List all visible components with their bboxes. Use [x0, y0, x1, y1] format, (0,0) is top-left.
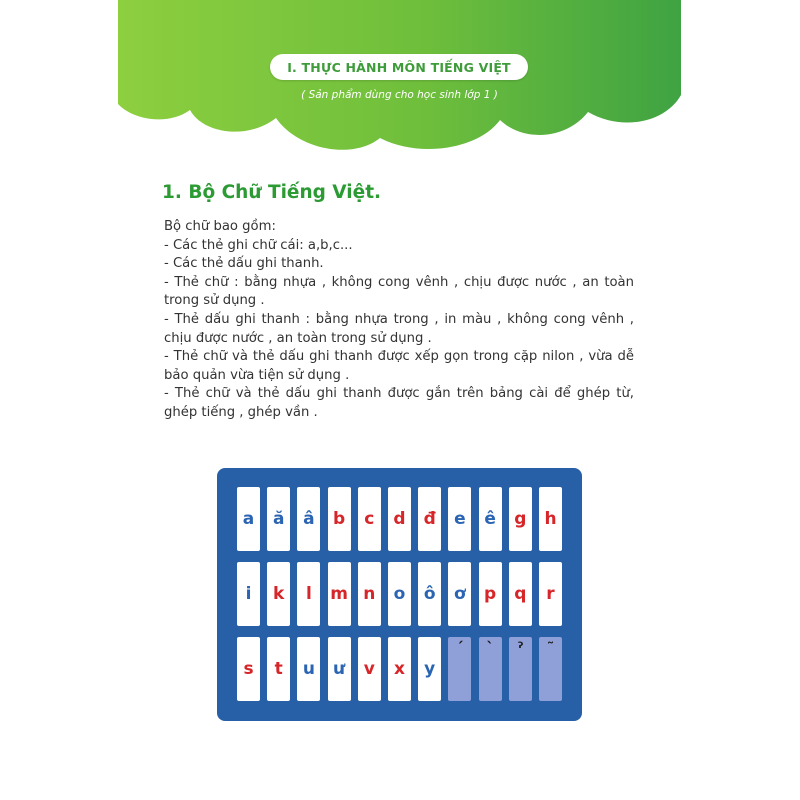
catalog-page: [118, 0, 681, 800]
tone-mark-glyph: ˀ: [517, 639, 523, 657]
header-subtitle: ( Sản phẩm dùng cho học sinh lớp 1 ): [301, 89, 498, 101]
description-line: - Các thẻ dấu ghi thanh.: [164, 256, 324, 272]
description-line: - Thẻ chữ và thẻ dấu ghi thanh được xếp gọn trong cặp nilon , vừa dễ bảo quản vừa tiện sử dụng .: [164, 349, 634, 383]
tone-mark-card: [539, 637, 562, 701]
letter-card: m: [328, 562, 351, 626]
letter-card: g: [509, 487, 532, 551]
letter-card: v: [358, 637, 381, 701]
letter-card: n: [358, 562, 381, 626]
letter-card: l: [297, 562, 320, 626]
section-header-pill: [270, 54, 528, 80]
letter-card: b: [328, 487, 351, 551]
letter-card: h: [539, 487, 562, 551]
letter-card: s: [237, 637, 260, 701]
tone-mark-card: [479, 637, 502, 701]
letter-card: â: [297, 487, 320, 551]
header-title: I. THỰC HÀNH MÔN TIẾNG VIỆT: [287, 59, 511, 75]
letter-card: c: [358, 487, 381, 551]
letter-card: x: [388, 637, 411, 701]
description-line: - Thẻ dấu ghi thanh : bằng nhựa trong , in màu , không cong vênh , chịu được nước , an toàn trong sử dụng .: [164, 311, 634, 346]
description-line: - Thẻ chữ và thẻ dấu ghi thanh được gắn trên bảng cài để ghép từ, ghép tiếng , ghép vần .: [164, 386, 634, 420]
letter-card: d: [388, 487, 411, 551]
tone-mark-glyph: ˊ: [456, 639, 464, 657]
description-line: Bộ chữ bao gồm:: [164, 219, 276, 234]
tone-mark-glyph: ˜: [546, 639, 555, 657]
letter-card: y: [418, 637, 441, 701]
letter-card: k: [267, 562, 290, 626]
tone-mark-glyph: ˋ: [486, 639, 494, 657]
letter-card: ư: [328, 637, 351, 701]
letter-card-board: [217, 468, 582, 721]
letter-card: ê: [479, 487, 502, 551]
letter-card: i: [237, 562, 260, 626]
letter-card: r: [539, 562, 562, 626]
letter-card: a: [237, 487, 260, 551]
green-cloud-banner: [118, 0, 681, 160]
section-title: 1. Bộ Chữ Tiếng Việt.: [162, 182, 382, 203]
letter-card: o: [388, 562, 411, 626]
letter-card: p: [479, 562, 502, 626]
letter-card: e: [448, 487, 471, 551]
letter-card: u: [297, 637, 320, 701]
description-text: [164, 218, 634, 423]
letter-card: t: [267, 637, 290, 701]
letter-card: ă: [267, 487, 290, 551]
description-line: - Các thẻ ghi chữ cái: a,b,c...: [164, 237, 353, 253]
letter-card: đ: [418, 487, 441, 551]
description-line: - Thẻ chữ : bằng nhựa , không cong vênh , chịu được nước , an toàn trong sử dụng .: [164, 274, 634, 309]
letter-card: q: [509, 562, 532, 626]
letter-card: ô: [418, 562, 441, 626]
tone-mark-card: [509, 637, 532, 701]
tone-mark-card: [448, 637, 471, 701]
letter-card: ơ: [448, 562, 471, 626]
